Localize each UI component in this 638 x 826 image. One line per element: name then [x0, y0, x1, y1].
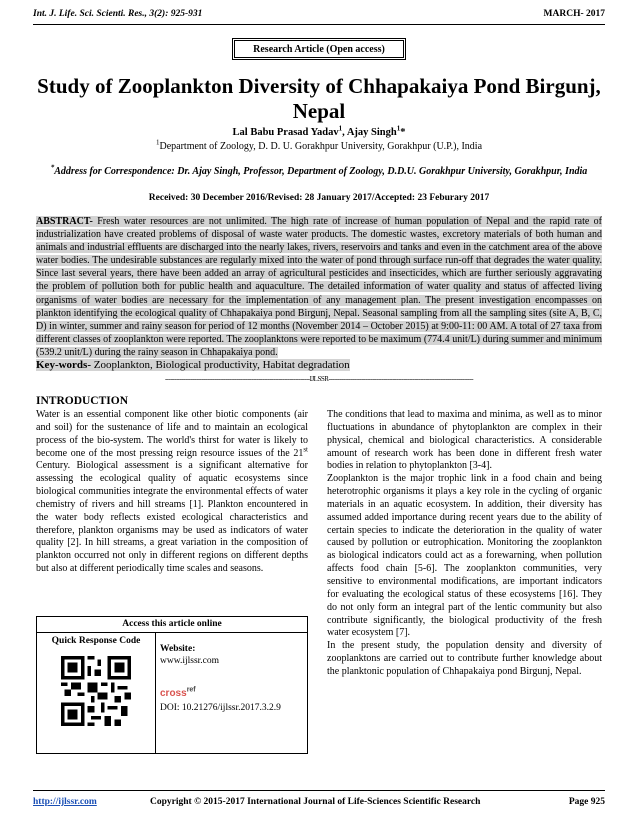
- corresponding-mark: *: [400, 127, 406, 138]
- intro-paragraph: [36, 409, 308, 576]
- qr-cell: [37, 633, 156, 754]
- qr-label: Quick Response Code: [51, 636, 141, 646]
- submission-dates: Received: 30 December 2016/Revised: 28 January 2017/Accepted: 23 Feburary 2017: [148, 193, 490, 203]
- affiliation-text: Department of Zoology, D. D. U. Gorakhpur University, Gorakhpur (U.P.), India: [159, 141, 483, 152]
- page-number: Page 925: [568, 797, 605, 807]
- access-box-heading: Access this article online: [37, 617, 307, 633]
- affiliation: [33, 138, 605, 152]
- body-paragraph: In the present study, the population density and diversity of zooplanktons are carried out to contribute further knowledge about the planktonic population of Chhapakaiya pond Birgunj, Nepal.: [327, 640, 602, 677]
- crossref-logo[interactable]: [160, 688, 307, 699]
- body-paragraph: Zooplankton is the major trophic link in a food chain and being heterotrophic organisms it plays a key role in the cycling of organic materials in an aquatic ecosystem. In addition, their diversity has assumed added importance during recent years due to the ability of certain species to indicate the deterioration in the quality of water caused by pollution or eutrophication. Monitoring the zooplankton as biological indicators could act as a forewarning, when pollution affects food chain [5-6]. The zooplankton communities, very sensitive to environmental modifications, are important indicators for evaluating the ecological status of these ecosystems [16]. They do not only form an integral part of the lentic community but also contribute significantly, the biological productivity of the fresh water ecosystem [7].: [327, 473, 602, 639]
- author-line: Lal Babu Prasad Yadav$^1$, Ajay Singh$^1$*: [232, 124, 406, 138]
- left-column: [36, 409, 308, 576]
- website-label: Website:: [160, 644, 196, 654]
- keywords-text: Zooplankton, Biological productivity, Habitat degradation: [93, 359, 350, 372]
- crossref-logo-part: cross: [160, 688, 187, 699]
- right-column: [327, 409, 602, 679]
- correspondence-address: [40, 165, 598, 178]
- keywords-label: Key-words-: [36, 359, 91, 372]
- abstract-text: Fresh water resources are not unlimited. The high rate of increase of human population of Nepal and the rapid rate of industrialization have created problems of disposal of waste water products. The domestic wastes, excretory materials of both human and animals and industrial effluents are discharged into the nearly lakes, rivers, reservoirs and tanks and even in the catchment area of the above water bodies. The undesirable substances are regularly mixed into the water of pond through surface run-off that degrades the water quality. Since last several years, there have been added an array of agricultural pesticides and insecticides, which are further seriously aggravating the problem of pollution both for public health and aquaculture. The detailed information of water quality and status of affected living organisms of water bodies are necessary for the implementation of any management plan. The present investigation encompasses on plankton identifying the ecological quality of Chhapakaiya pond Birgunj, Nepal. Seasonal sampling from all the sampling sites (site A, B, C, D) in winter, summer and rainy season for period of 12 months (November 2014 – October 2015) at 9:00-11: 00 AM. A total of 27 taxa from different classes of zooplankton were reported. The zooplanktons were reported to be maximum (774.4 unit/L) during summer and minimum (539.2 unit/L) during the rainy season in Chhapakaiya pond.: [36, 216, 602, 358]
- abstract-block: [36, 215, 602, 372]
- copyright-notice: Copyright © 2015-2017 International Journal of Life-Sciences Scientific Research: [150, 797, 481, 807]
- abstract-label: ABSTRACT-: [36, 216, 93, 227]
- access-online-box: [36, 616, 308, 754]
- website-link[interactable]: www.ijlssr.com: [160, 656, 220, 666]
- doi-text[interactable]: DOI: 10.21276/ijlssr.2017.3.2.9: [160, 703, 281, 713]
- intro-text: Water is an essential component like other biotic components (air and soil) for the sustenance of life and to maintain an ecological process of the bio-system. The world's thirst for water is likely to become one of the most pressing reign resource issues of the 21: [36, 409, 308, 459]
- header-rule: [33, 24, 605, 25]
- qr-code-icon[interactable]: [59, 656, 133, 726]
- author-name: Lal Babu Prasad Yadav: [232, 127, 339, 138]
- access-box-row: [37, 633, 307, 754]
- author-superscript: 1: [338, 124, 343, 133]
- introduction-heading: INTRODUCTION: [36, 395, 129, 407]
- article-type-badge: Research Article (Open access): [232, 38, 406, 60]
- info-cell: [156, 633, 307, 754]
- correspondence-superscript: *: [50, 163, 55, 172]
- issue-date: MARCH- 2017: [543, 9, 605, 19]
- correspondence-text: Address for Correspondence: Dr. Ajay Singh, Professor, Department of Zoology, D.D.U. Gorakhpur University, Gorakhpur, India: [54, 166, 588, 177]
- author-name: Ajay Singh: [346, 127, 397, 138]
- journal-url-link[interactable]: http://ijlssr.com: [33, 797, 97, 807]
- keywords: [36, 359, 350, 371]
- ordinal-superscript: st: [303, 445, 308, 454]
- paper-title: Study of Zooplankton Diversity of Chhapakaiya Pond Birgunj, Nepal: [37, 74, 601, 123]
- author-superscript: 1: [396, 124, 401, 133]
- body-paragraph: The conditions that lead to maxima and minima, as well as to minor fluctuations in abundance of phytoplankton are complex in their physical, chemical and biological characteristics. A considerable amount of research work has been done in different fresh water bodies in relation to phytoplankton [3-4].: [327, 409, 602, 472]
- footer-rule: [33, 790, 605, 791]
- intro-text: Century. Biological assessment is a significant alternative for assessing the ecological quality of aquatic ecosystems since biological communities integrate the environmental effects of water chemistry of rivers and hill streams [1]. Plankton encountered in the water body reflects existed ecological characteristics and therefore, plankton organisms may be used as indicators of water quality [2]. In hill streams, a great variation in the composition of plankton occurred not only in different regions on different depths but also at different periodically time scales and seasons.: [36, 460, 308, 575]
- journal-citation: Int. J. Life. Sci. Scienti. Res., 3(2): 925-931: [33, 9, 203, 19]
- affiliation-superscript: 1: [155, 138, 160, 147]
- abstract-body: [36, 216, 602, 358]
- crossref-logo-part: ref: [186, 686, 196, 694]
- section-divider: -------------------------------------------------------------------------------IJLSSR-------------------------------------------------------------------------------: [164, 375, 474, 383]
